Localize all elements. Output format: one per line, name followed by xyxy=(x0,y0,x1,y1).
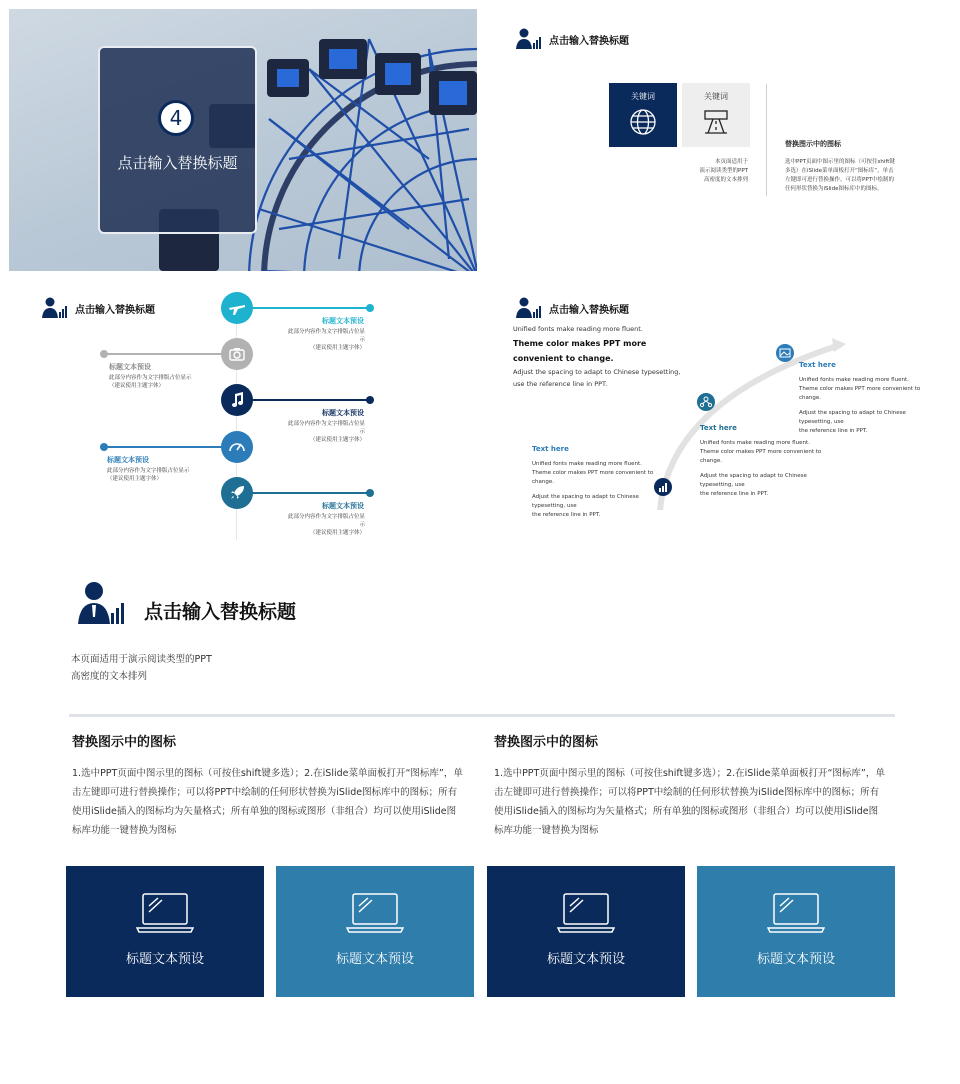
card-label: 标题文本预设 xyxy=(546,952,625,967)
slide4-line1: Unified fonts make reading more fluent. xyxy=(513,325,643,333)
slide2-title: 点击输入替换标题 xyxy=(549,35,629,47)
music-note-icon xyxy=(228,391,246,409)
item-desc: 此部分内容作为文字排版占位显示 （建议使用主题字体） xyxy=(287,514,365,536)
speedometer-icon xyxy=(228,438,246,456)
item-title: 标题文本预设 xyxy=(322,502,364,510)
connector-line xyxy=(252,307,370,309)
image-icon xyxy=(776,344,794,362)
card-label: 标题文本预设 xyxy=(756,952,835,967)
music-circle xyxy=(221,384,253,416)
laptop-icon xyxy=(136,892,194,934)
globe-icon xyxy=(629,108,657,136)
point-title: Text here xyxy=(532,445,569,453)
connector-dot xyxy=(366,304,374,312)
item-title: 标题文本预设 xyxy=(322,409,364,417)
connector-dot xyxy=(366,489,374,497)
businessman-chart-icon xyxy=(78,581,126,625)
slide3-heading xyxy=(42,297,155,319)
laptop-card[interactable] xyxy=(487,866,685,997)
item-title: 标题文本预设 xyxy=(107,456,149,464)
slide3-title: 点击输入替换标题 xyxy=(75,304,155,316)
slide-number-badge: 4 xyxy=(158,100,194,136)
connector-dot xyxy=(100,350,108,358)
connector-line xyxy=(252,399,370,401)
slide2-note: 本页面适用于 演示阅读类型的PPT 高密度的文本排列 xyxy=(699,159,748,183)
rocket-circle xyxy=(221,477,253,509)
col2-title: 替换图示中的图标 xyxy=(494,735,599,750)
point-desc: Unified fonts make reading more fluent. Theme color makes PPT more convenient to change. Adjust the spacing to adapt to Chinese typesetting, use the reference line in PPT. xyxy=(532,461,654,518)
connector-dot xyxy=(366,396,374,404)
col2-body: 1.选中PPT页面中图示里的图标（可按住shift键多选）；2.在iSlide菜单面板打开“图标库”，单 击左键即可进行替换操作；可以将PPT中绘制的任何形状替换为iSlide图标库中的图标；所有 使用iSlide插入的图标均为矢量格式；所有单独的图标或图形（非组合）均可以使用iSlide图 标库功能一键替换为图标 xyxy=(494,768,885,836)
businessman-chart-icon xyxy=(516,297,542,319)
connector-line xyxy=(252,492,370,494)
point-title: Text here xyxy=(799,361,836,369)
businessman-chart-icon xyxy=(516,28,542,50)
arc-point-3 xyxy=(776,344,794,362)
keyword-label-1: 关键词 xyxy=(631,92,655,101)
businessman-chart-icon xyxy=(42,297,68,319)
item-title: 标题文本预设 xyxy=(109,363,151,371)
laptop-card[interactable] xyxy=(697,866,895,997)
connector-dot xyxy=(100,443,108,451)
col1-title: 替换图示中的图标 xyxy=(72,735,177,750)
keyword-label-2: 关键词 xyxy=(704,92,728,101)
connector-line xyxy=(104,353,222,355)
slide-cover xyxy=(9,9,477,271)
connector-line xyxy=(104,446,222,448)
slide4-line4: Adjust the spacing to adapt to Chinese typesetting, xyxy=(513,368,681,376)
divider xyxy=(766,84,767,196)
slide4-line2: Theme color makes PPT more xyxy=(513,339,647,348)
point-title: Text here xyxy=(700,424,737,432)
cover-title: 点击输入替换标题 xyxy=(117,154,238,172)
rocket-icon xyxy=(228,484,246,502)
main-title: 点击输入替换标题 xyxy=(144,601,297,623)
item-desc: 此部分内容作为文字排版占位显示 （建议使用主题字体） xyxy=(287,421,365,443)
gauge-circle xyxy=(221,431,253,463)
title-panel xyxy=(98,46,257,234)
camera-icon xyxy=(228,345,246,363)
item-title: 标题文本预设 xyxy=(322,317,364,325)
main-intro: 本页面适用于演示阅读类型的PPT 高密度的文本排列 xyxy=(71,654,212,682)
slide2-heading xyxy=(516,28,629,50)
slide2-side-body: 选中PPT页面中图示里的图标（可按住shift键 多选）在iSlide菜单面板打开“图标库”，单击 左键即可进行替换操作。可以将PPT中绘制的 任何形状替换为iSlide图标库中的图标。 xyxy=(785,159,895,192)
arc-point-2 xyxy=(697,393,715,411)
airplane-circle xyxy=(221,292,253,324)
slide4-heading xyxy=(516,297,629,319)
laptop-card[interactable] xyxy=(66,866,264,997)
airplane-icon xyxy=(228,299,246,317)
col1-body: 1.选中PPT页面中图示里的图标（可按住shift键多选）；2.在iSlide菜单面板打开“图标库”，单 击左键即可进行替换操作；可以将PPT中绘制的任何形状替换为iSlide图标库中的图标；所有 使用iSlide插入的图标均为矢量格式；所有单独的图标或图形（非组合）均可以使用iSlide图 标库功能一键替换为图标 xyxy=(72,768,463,836)
laptop-icon xyxy=(767,892,825,934)
road-sign-icon xyxy=(702,108,730,136)
slide4-line5: use the reference line in PPT. xyxy=(513,380,608,388)
item-desc: 此部分内容作为文字排版占位显示 （建议使用主题字体） xyxy=(287,329,365,351)
slide4-line3: convenient to change. xyxy=(513,354,614,363)
item-desc: 此部分内容作为文字排版占位显示 （建议使用主题字体） xyxy=(109,375,192,389)
card-label: 标题文本预设 xyxy=(335,952,414,967)
point-desc: Unified fonts make reading more fluent. Theme color makes PPT more convenient to change. Adjust the spacing to adapt to Chinese typesetting, use the reference line in PPT. xyxy=(700,440,822,497)
card-label: 标题文本预设 xyxy=(125,952,204,967)
item-desc: 此部分内容作为文字排版占位显示 （建议使用主题字体） xyxy=(107,468,190,482)
keyword-box-1 xyxy=(609,83,677,147)
camera-circle xyxy=(221,338,253,370)
laptop-card[interactable] xyxy=(276,866,474,997)
network-icon xyxy=(697,393,715,411)
laptop-icon xyxy=(557,892,615,934)
slide4-title: 点击输入替换标题 xyxy=(549,304,629,316)
section-divider xyxy=(69,714,895,717)
slide2-side-title: 替换图示中的图标 xyxy=(785,140,841,148)
point-desc: Unified fonts make reading more fluent. Theme color makes PPT more convenient to change. Adjust the spacing to adapt to Chinese typesetting, use the reference line in PPT. xyxy=(799,377,921,434)
keyword-box-2 xyxy=(682,83,750,147)
laptop-icon xyxy=(346,892,404,934)
